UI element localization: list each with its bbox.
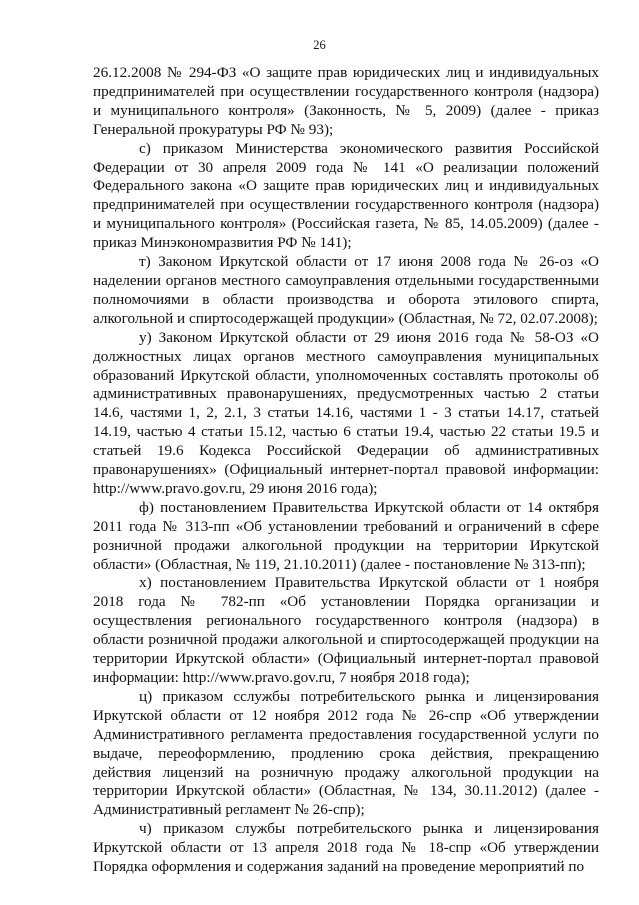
list-item-f: ф) постановлением Правительства Иркутской области от 14 октября 2011 года № 313-пп «Об установлении требований и ограничений в сфере розничной продажи алкогольной продукции на территории Иркутской области» (Областная, № 119, 21.10.2011) (далее - постановление № 313-пп); [93, 498, 599, 573]
list-item-t: т) Законом Иркутской области от 17 июня 2008 года № 26-оз «О наделении органов местного самоуправления отдельными государственными полномочиями в области производства и оборота этилового спирта, алкогольной и спиртосодержащей продукции» (Областная, № 72, 02.07.2008); [93, 253, 599, 327]
list-item-ch: ч) приказом службы потребительского рынка и лицензирования Иркутской области от 13 апреля 2018 года № 18-спр «Об утверждении Порядка оформления и содержания заданий на проведение мероприятий по [93, 820, 599, 876]
list-item-kh: х) постановлением Правительства Иркутской области от 1 ноября 2018 года № 782-пп «Об установлении Порядка организации и осуществления регионального государственного контроля (надзора) в области розничной продажи алкогольной и спиртосодержащей продукции на территории Иркутской области» (Официальный интернет-портал правовой информации: http://www.pravo.gov.ru, 7 ноября 2018 года); [93, 574, 599, 686]
list-item-ts: ц) приказом сслужбы потребительского рынка и лицензирования Иркутской области от 12 ноября 2012 года № 26-спр «Об утверждении Административного регламента предоставления государственной услуги по выдаче, переоформлению, продлению срока действия, прекращению действия лицензий на розничную продажу алкогольной продукции на территории Иркутской области» (Областная, № 134, 30.11.2012) (далее - Административный регламент № 26-спр); [93, 687, 599, 819]
list-item-u: у) Законом Иркутской области от 29 июня 2016 года № 58-ОЗ «О должностных лицах органов местного самоуправления муниципальных образований Иркутской области, уполномоченных составлять протоколы об административных правонарушениях, предусмотренных частью 2 статьи 14.6, частями 1, 2, 2.1, 3 статьи 14.16, частями 1 - 3 статьи 14.17, статьей 14.19, частью 4 статьи 15.12, частью 6 статьи 19.4, частью 22 статьи 19.5 и статьей 19.6 Кодекса Российской Федерации об административных правонарушениях» (Официальный интернет-портал правовой информации: http://www.pravo.gov.ru, 29 июня 2016 года); [93, 328, 599, 497]
paragraph-continuation: 26.12.2008 № 294-ФЗ «О защите прав юридических лиц и индивидуальных предпринимателей при осуществлении государственного контроля (надзора) и муниципального контроля» (Законность, № 5, 2009) (далее - приказ Генеральной прокуратуры РФ № 93); [93, 64, 599, 138]
document-body [93, 64, 599, 877]
page-number: 26 [313, 38, 326, 52]
list-item-s: с) приказом Министерства экономического развития Российской Федерации от 30 апреля 2009 года № 141 «О реализации положений Федерального закона «О защите прав юридических лиц и индивидуальных предпринимателей при осуществлении государственного контроля (надзора) и муниципального контроля» (Российская газета, № 85, 14.05.2009) (далее - приказ Минэкономразвития РФ № 141); [93, 139, 599, 252]
